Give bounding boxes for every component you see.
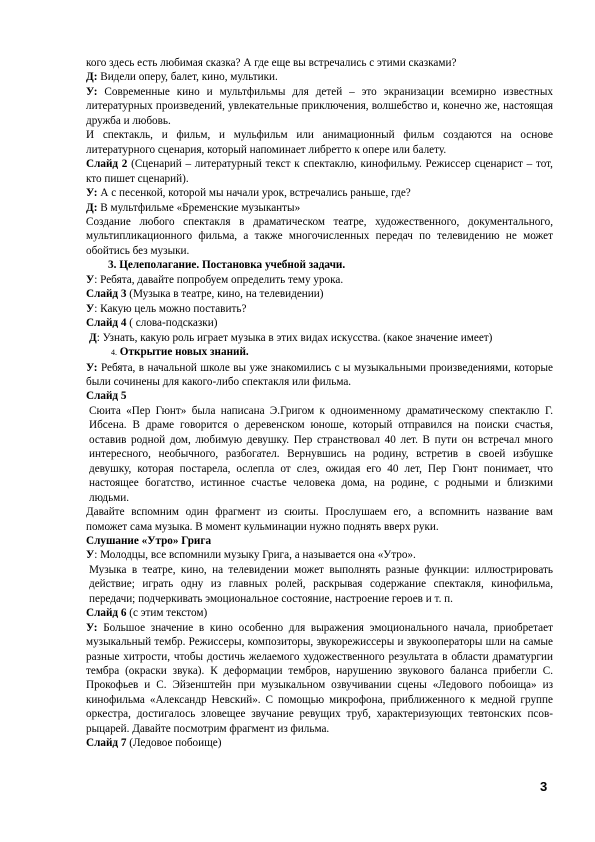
paragraph-listening: Слушание «Утро» Грига	[86, 534, 212, 547]
paragraph-teacher-2: У: А с песенкой, которой мы начали урок, встречались раньше, где?	[86, 187, 411, 200]
section-heading-3: 3. Целеполагание. Постановка учебной задачи.	[108, 259, 346, 272]
paragraph-music-functions: Музыка в театре, кино, на телевидении может выполнять разные функции: иллюстрировать действие; играть одну из главных ролей, раскрывая содержание спектакля, кинофильма, передачи; подчеркивать эмоциональное состояние, настроение героев и т. п.	[89, 563, 553, 605]
paragraph-teacher-3: У: Ребята, давайте попробуем определить тему урока.	[86, 273, 344, 286]
paragraph-intro: кого здесь есть любимая сказка? А где еще вы встречались с этими сказками?	[86, 57, 457, 69]
paragraph-slide-3: Слайд 3 (Музыка в театре, кино, на телевидении)	[86, 288, 324, 301]
paragraph-teacher-5: У: Ребята, в начальной школе вы уже знакомились с ы музыкальными произведениями, которые были сочинены для какого-либо спектакля или фильма.	[86, 361, 553, 388]
paragraph-teacher-1: У: Современные кино и мультфильмы для детей – это экранизации всемирно известных литературных произведений, увлекательные приключения, волшебство и, конечно же, настоящая дружба и любовь.	[86, 85, 553, 127]
document-page	[86, 56, 553, 751]
section-heading-4: 4. Открытие новых знаний.	[111, 346, 249, 359]
paragraph-text-3: Давайте вспомним один фрагмент из сюиты. Прослушаем его, а вспомнить название вам поможет сама музыка. В момент кульминации нужно поднять вверх руки.	[86, 506, 553, 533]
paragraph-text-1: И спектакль, и фильм, и мульфильм или анимационный фильм создаются на основе литературного сценария, который напоминает либретто к опере или балету.	[86, 129, 553, 156]
paragraph-teacher-4: У: Какую цель можно поставить?	[86, 302, 247, 315]
paragraph-slide-4: Слайд 4 ( слова-подсказки)	[86, 317, 218, 330]
paragraph-children-answer-1: Д: Видели оперу, балет, кино, мультики.	[86, 71, 278, 84]
paragraph-children-answer-3: Д: Узнать, какую роль играет музыка в этих видах искусства. (какое значение имеет)	[89, 331, 493, 344]
paragraph-slide-2: Слайд 2 (Сценарий – литературный текст к спектаклю, кинофильму. Режиссер сценарист – тот, кто пишет сценарий).	[86, 158, 553, 185]
paragraph-teacher-7: У: Большое значение в кино особенно для выражения эмоционального начала, приобретает музыкальный тембр. Режиссеры, композиторы, звукорежиссеры и звукооператоры шли на самые разные хитрости, чтобы достичь желаемого художественного результата в области драматургии тембра (окраски звука). К деформации тембров, нарушению звукового баланса прибегли С. Прокофьев и С. Эйзенштейн при музыкальном озвучивании сцены «Ледового побоища» из кинофильма «Александр Невский». С помощью микрофона, приближенного к медной группе оркестра, достигалось зловещее звучание ревущих труб, характеризующих тевтонских псов-рыцарей. Давайте посмотрим фрагмент из фильма.	[86, 621, 553, 735]
paragraph-text-2: Создание любого спектакля в драматическом театре, художественного, документального, мультипликационного фильма, а также многочисленных передач по телевидению не может обойтись без музыки.	[86, 215, 553, 257]
page-number: 3	[540, 779, 548, 794]
paragraph-slide-6: Слайд 6 (с этим текстом)	[86, 607, 208, 620]
paragraph-slide-7: Слайд 7 (Ледовое побоище)	[86, 737, 222, 750]
paragraph-peer-gynt: Сюита «Пер Гюнт» была написана Э.Григом к одноименному драматическому спектаклю Г. Ибсена. В драме говорится о деревенском юноше, который отправился на поиски счастья, оставив родной дом, любимую девушку. Пер странствовал 40 лет. В пути он встречал много интересного, необычного, разбогател. Вернувшись на родину, встретив в своей избушке девушку, которая постарела, ослепла от слез, ожидая его 40 лет, Пер Гюнт понимает, что настоящее богатство, истинное счастье человека дома, на родине, с родными и близкими людьми.	[89, 404, 553, 504]
paragraph-teacher-6: У: Молодцы, все вспомнили музыку Грига, а называется она «Утро».	[86, 549, 416, 562]
paragraph-children-answer-2: Д: В мультфильме «Бременские музыканты»	[86, 201, 301, 214]
paragraph-slide-5: Слайд 5	[86, 390, 127, 403]
